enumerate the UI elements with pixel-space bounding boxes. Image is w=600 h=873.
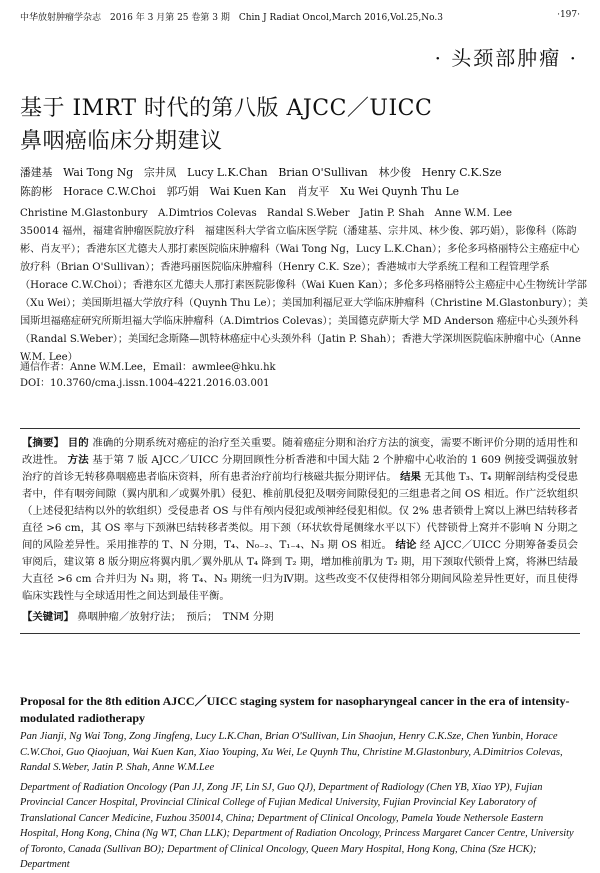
affiliation-text: 350014 福州，福建省肿瘤医院放疗科 福建医科大学省立临床医学院（潘建基、宗井凤、林少俊、郭巧娟），影像科（陈韵彬、肖友平）；香港东区尤德夫人那打素医院临床肿瘤科（Wai Tong Ng，Lucy L.K.Chan）；多伦多玛格丽特公主癌症中心放疗科（Brian O'Sullivan）；香港玛丽医院临床肿瘤科（Henry C.K. Sze）；香港城市大学系统工程和工程管理学系（Horace C.W.Choi）；香港东区尤德夫人那打素医院影像科（Wai Kuen Kan）；多伦多玛格丽特公主癌症中心生物统计学部（Xu Wei）；美国斯坦福大学放疗科（Quynh Thu Le）；美国加利福尼亚大学临床肿瘤科（Christine M.Glastonbury）；美国斯坦福癌症研究所斯坦福大学临床肿瘤科（A.Dimtrios Colevas）；美国德克萨斯大学 MD Anderson 癌症中心头颈外科（Randal S.Weber）；美国纪念斯隆—凯特林癌症中心头颈外科（Jatin P. Shah）；香港大学深圳医院临床肿瘤中心（Anne W.M. Lee） [20,226,588,363]
title-line-1: 基于 IMRT 时代的第八版 AJCC／UICC [20,96,433,121]
methods-text: 基于第 7 版 AJCC／UICC 分期回顾性分析香港和中国大陆 2 个肿瘤中心收治的 1 609 例接受调强放射治疗的首诊无转移鼻咽癌患者临床资料，所有患者治疗前均行核磁共振分期评估。 [22,454,579,483]
conclusion-text: 经 AJCC／UICC 分期筹备委员会审阅后，建议第 8 版分期应将翼内肌／翼外肌从 T₄ 降到 T₂ 期，增加椎前肌为 T₂ 期，用下颈取代锁骨上窝，将淋巴结最大直径 >6 cm 合并归为 N₃ 期，将 T₄、N₃ 期统一归为Ⅳ期。这些改变不仅使得相邻分期间风险差异性更好，而且使得临床实践性与全球适用性之间达到最佳平衡。 [22,539,579,602]
authors-line-3: Christine M.Glastonbury A.Dimtrios Colevas Randal S.Weber Jatin P. Shah Anne W.M. Lee [20,208,513,219]
methods-label: 方法 [67,454,89,466]
journal-header: 中华放射肿瘤学杂志 2016 年 3 月第 25 卷第 3 期 Chin J Radiat Oncol,March 2016,Vol.25,No.3 [20,13,443,23]
results-text: 无其他 T₃、T₄ 期解剖结构受侵患者中，伴有咽旁间隙（翼内肌和／或翼外肌）侵犯、椎前肌侵犯及咽旁间隙侵犯的三组患者之间 OS 相近。作广泛软组织（上述侵犯结构以外的软组织）受侵患者 OS 与伴有颅内侵犯或颅神经侵犯相似。仅 2% 患者锁骨上窝以上淋巴结转移者直径 >6 cm，其 OS 率与下颈淋巴结转移者类似。用下颈（环状软骨尾侧缘水平以下）代替锁骨上窝并不影响 N 分期之间的风险差异性。采用推荐的 T、N 分期，T₄、N₀₋₂、T₁₋₄、N₃ 期 OS 相近。 [22,471,579,551]
authors-line-2: 陈韵彬 Horace C.W.Choi 郭巧娟 Wai Kuen Kan 肖友平 Xu Wei Quynh Thu Le [20,185,460,198]
conclusion-label: 结论 [395,539,417,551]
objective-text: 准确的分期系统对癌症的治疗至关重要。随着癌症分期和治疗方法的演变，需要不断评价分期的适用性和改进性。 [22,437,579,466]
page-number: ·197· [557,10,580,20]
keywords-label: 【关键词】 [22,611,74,623]
english-affiliation: Department of Radiation Oncology (Pan JJ, Zong JF, Lin SJ, Guo QJ), Department of Radiology (Chen YB, Xiao YP), Fujian Provincial Cancer Hospital, Provincial Clinical College of Fujian Medical University, Fujian Provincial Key Laboratory of Translational Cancer Medicine, Fuzhou 350014, China; Department of Clinical Oncology, Pamela Youde Nethersole Eastern Hospital, Hong Kong, China (Ng WT, Chan LLK); Department of Radiation Oncology, Princess Margaret Cancer Centre, University of Toronto, Canada (Sullivan BO); Department of Clinical Oncology, Queen Mary Hospital, Hong Kong, China (Sze HCK); Department [20,781,574,870]
section-label: · 头颈部肿瘤 · [434,46,578,70]
objective-label: 目的 [67,437,89,449]
english-authors: Pan Jianji, Ng Wai Tong, Zong Jingfeng, Lucy L.K.Chan, Brian O'Sullivan, Lin Shaojun, Henry C.K.Sze, Chen Yunbin, Horace C.W.Choi, Guo Qiaojuan, Wai Kuen Kan, Xiao Youping, Xu Wei, Le Quynh Thu, Christine M.Glastonbury, A.Dimitrios Colevas, Randal S.Weber, Jatin P. Shah, Anne W.M.Lee [20,731,563,773]
doi: DOI：10.3760/cma.j.issn.1004-4221.2016.03.001 [20,378,270,389]
running-header [20,10,580,23]
keywords-text: 鼻咽肿瘤／放射疗法； 预后； TNM 分期 [77,611,274,623]
author-list [20,163,588,201]
abstract-body [22,435,578,605]
article-title [20,92,580,158]
correspondence [20,360,580,392]
keywords-row [22,609,578,626]
authors-line-1: 潘建基 Wai Tong Ng 宗井凤 Lucy L.K.Chan Brian O'Sullivan 林少俊 Henry C.K.Sze [20,166,502,179]
english-title: Proposal for the 8th edition AJCC／UICC staging system for nasopharyngeal cancer in the era of intensity-modulated radiotherapy [20,694,570,725]
abstract-label: 【摘要】 [22,437,65,449]
title-line-2: 鼻咽癌临床分期建议 [20,129,223,154]
abstract-box [20,428,580,634]
english-abstract-header [20,693,580,873]
corresponding-author: 通信作者：Anne W.M.Lee，Email：awmlee@hku.hk [20,362,276,373]
results-label: 结果 [400,471,421,483]
affiliations [20,205,588,367]
